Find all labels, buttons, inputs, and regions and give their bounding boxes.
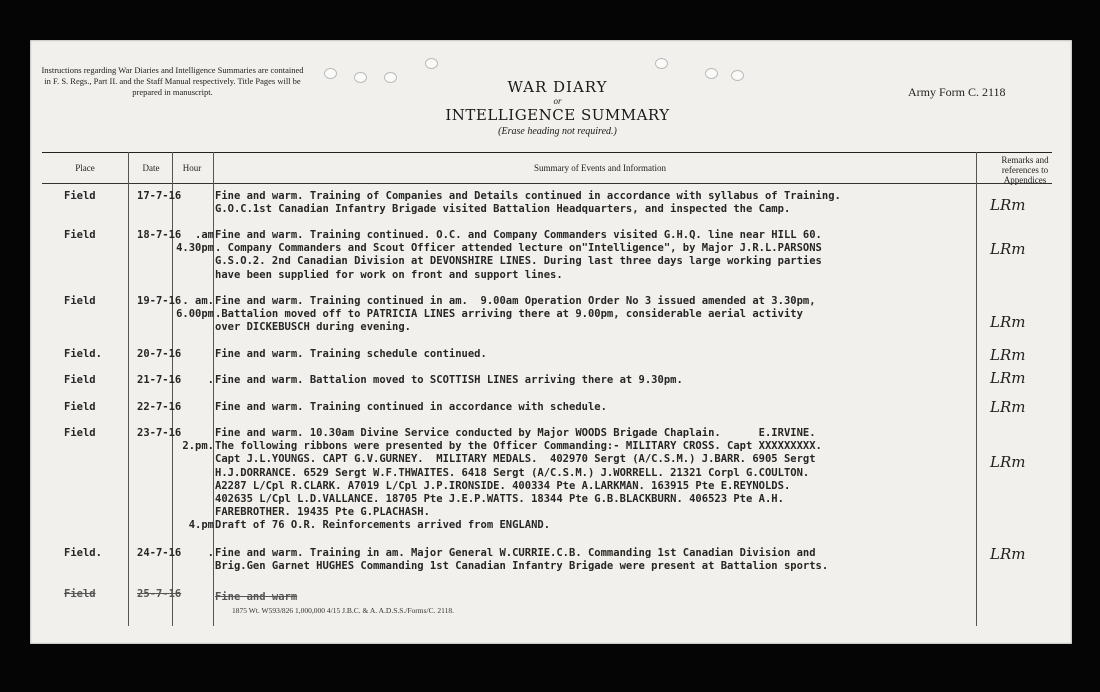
entry-place: Field — [64, 295, 96, 307]
column-header-remarks: Remarks and references to Appendices — [1001, 155, 1049, 185]
entry-hour: 2.pm. 4.pm — [182, 440, 214, 532]
title-or: or — [553, 96, 562, 106]
entry-hour: .am 4.30pm — [176, 229, 214, 255]
entry-initials: LRm — [990, 369, 1026, 387]
instructions-text: Instructions regarding War Diaries and Intelligence Summaries are contained in F. S. Regs., Part II. and the Staff Manual respectively. Title Pages will be prepared in manuscript. — [41, 65, 304, 97]
entry-initials: LRm — [990, 313, 1026, 331]
entry-hour: . — [207, 374, 214, 386]
punch-hole-icon — [731, 70, 744, 81]
entry-summary: Fine and warm. Training of Companies and Details continued in accordance with syllabus of Training. G.O.C.1st Canadian Infantry Brigade visited Battalion Headquarters, and inspected the Camp. — [215, 190, 841, 216]
entry-date: 20-7-16 — [137, 348, 182, 360]
title-war-diary: WAR DIARY — [507, 78, 608, 96]
header-bottom-rule — [42, 183, 1052, 184]
entry-summary: Fine and warm. Training schedule continued. — [215, 348, 487, 360]
column-divider — [128, 152, 129, 626]
entry-initials: LRm — [990, 346, 1026, 364]
entry-summary: Fine and warm. Training continued in accordance with schedule. — [215, 401, 607, 413]
entry-place: Field — [64, 427, 96, 439]
entry-summary: Fine and warm. Battalion moved to SCOTTISH LINES arriving there at 9.30pm. — [215, 374, 683, 386]
entry-initials: LRm — [990, 545, 1026, 563]
entry-place: Field. — [64, 348, 102, 360]
entry-date: 18-7-16 — [137, 229, 182, 241]
entry-place: Field — [64, 588, 96, 600]
entry-summary: Fine and warm. Training continued in am. 9.00am Operation Order No 3 issued amended at 3.30pm, .Battalion moved off to PATRICIA LINES arriving there at 9.00pm, considerable aerial activity over DICKEBUSCH during evening. — [215, 295, 816, 334]
entry-summary: Fine and warm. Training continued. O.C. and Company Commanders visited G.H.Q. line near HILL 60. . Company Commanders and Scout Officer attended lecture on"Intelligence", by Major J.R.L.PARSONS G.S.O.2. 2nd Canadian Division at DEVONSHIRE LINES. During last three days large working parties have been supplied for work on front and support lines. — [215, 229, 822, 281]
entry-initials: LRm — [990, 196, 1026, 214]
header-top-rule — [42, 152, 1052, 153]
entry-date: 25-7-16 — [137, 588, 182, 600]
title-block — [400, 78, 715, 137]
column-header-place: Place — [75, 163, 95, 173]
entry-summary: Fine and warm. Training in am. Major General W.CURRIE.C.B. Commanding 1st Canadian Division and Brig.Gen Garnet HUGHES Commanding 1st Canadian Infantry Brigade were present at Battalion sports. — [215, 547, 829, 573]
punch-hole-icon — [324, 68, 337, 79]
entry-place: Field — [64, 374, 96, 386]
entry-initials: LRm — [990, 240, 1026, 258]
entry-date: 17-7-16 — [137, 190, 182, 202]
entry-place: Field. — [64, 547, 102, 559]
column-header-hour: Hour — [182, 163, 202, 173]
entry-initials: LRm — [990, 453, 1026, 471]
column-header-date: Date — [142, 163, 160, 173]
army-form-number: Army Form C. 2118 — [908, 85, 1006, 99]
entry-date: 24-7-16 — [137, 547, 182, 559]
title-intelligence-summary: INTELLIGENCE SUMMARY — [445, 106, 670, 124]
entry-place: Field — [64, 190, 96, 202]
punch-hole-icon — [655, 58, 668, 69]
punch-hole-icon — [354, 72, 367, 83]
entry-date: 23-7-16 — [137, 427, 182, 439]
print-line: 1875 Wt. W593/826 1,000,000 4/15 J.B.C. & A. A.D.S.S./Forms/C. 2118. — [232, 606, 454, 615]
entry-summary: Fine and warm — [215, 591, 298, 603]
entry-hour: . — [207, 547, 214, 559]
punch-hole-icon — [384, 72, 397, 83]
column-header-summary: Summary of Events and Information — [534, 163, 666, 173]
title-erase-note: (Erase heading not required.) — [498, 126, 617, 137]
entry-date: 19-7-16 — [137, 295, 182, 307]
entry-date: 21-7-16 — [137, 374, 182, 386]
entry-initials: LRm — [990, 398, 1026, 416]
entry-hour: . am. 6.00pm — [176, 295, 214, 321]
column-divider — [976, 152, 977, 626]
entry-place: Field — [64, 401, 96, 413]
punch-hole-icon — [425, 58, 438, 69]
entry-summary: Fine and warm. 10.30am Divine Service conducted by Major WOODS Brigade Chaplain. E.IRVINE. The following ribbons were presented by the Officer Commanding:- MILITARY CROSS. Capt XXXXXXXXX. Capt J.L.YOUNGS. CAPT G.V.GURNEY. MILITARY MEDALS. 402970 Sergt (A/C.S.M.) J.BARR. 6905 Sergt H.J.DORRANCE. 6529 Sergt W.F.THWAITES. 6418 Sergt (A/C.S.M.) J.WORRELL. 21321 Corpl G.COULTON. A2287 L/Cpl R.CLARK. A7019 L/Cpl J.P.IRONSIDE. 400334 Pte A.LARKMAN. 163915 Pte E.REYNOLDS. 402635 L/Cpl L.D.VALLANCE. 18705 Pte J.E.P.WATTS. 18344 Pte G.B.BLACKBURN. 406523 Pte A.H. FAREBROTHER. 19435 Pte G.PLACHASH. Draft of 76 O.R. Reinforcements arrived from ENGLAND. — [215, 427, 822, 532]
entry-date: 22-7-16 — [137, 401, 182, 413]
entry-place: Field — [64, 229, 96, 241]
